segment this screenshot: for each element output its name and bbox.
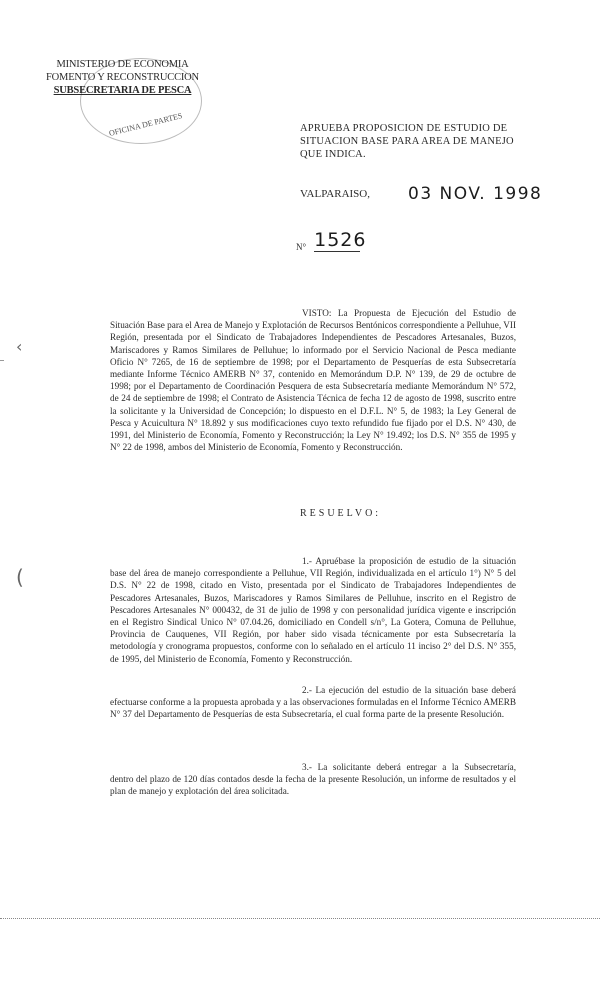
resuelvo-heading: RESUELVO: (300, 508, 382, 519)
visto-text: VISTO: La Propuesta de Ejecución del Estudio de Situación Base para el Area de Manejo y Explotación de Recursos Bentónicos correspondiente a Pelluhue, VII Región, presentada por el Sindicato de Trabajadores Independientes de Pescadores Artesanales, Buzos, Mariscadores y Ramos Similares de Pelluhue; lo informado por el Servicio Nacional de Pesca mediante Oficio N° 7265, de 16 de septiembre de 1998; por el Departamento de Pesquerías de esta Subsecretaría mediante Informe Técnico AMERB N° 37, contenido en Memorándum D.P. N° 139, de 29 de octubre de 1998; por el Departamento de Coordinación Pesquera de esta Subsecretaría mediante Memorándum N° 572, de 24 de septiembre de 1998; el Contrato de Asistencia Técnica de fecha 12 de agosto de 1998, suscrito entre la solicitante y la Universidad de Concepción; lo dispuesto en el D.F.L. N° 5, de 1983; la Ley General de Pesca y Acuicultura N° 18.892 y sus modificaciones cuyo texto refundido fue fijado por el D.S. N° 430, de 1991, del Ministerio de Economía, Fomento y Reconstrucción; la Ley N° 19.492; los D.S. N° 355 de 1995 y N° 22 de 1998, ambos del Ministerio de Economía, Fomento y Reconstrucción. (110, 308, 517, 453)
ministry-name: MINISTERIO DE ECONOMIA (56, 59, 189, 70)
punch-hole-mark-icon: ‹ (16, 337, 23, 356)
document-title: APRUEBA PROPOSICION DE ESTUDIO DE SITUACION BASE PARA AREA DE MANEJO QUE INDICA. (300, 123, 514, 160)
visto-paragraph (110, 307, 516, 453)
letterhead (40, 58, 205, 97)
punch-hole-mark-icon-2: ( (16, 565, 24, 589)
stamp-text: OFICINA DE PARTES (108, 111, 184, 138)
place-date (300, 184, 542, 204)
subsecretaria-name: SUBSECRETARIA DE PESCA (53, 85, 192, 96)
item-3-text: 3.- La solicitante deberá entregar a la Subsecretaría, dentro del plazo de 120 días contados desde la fecha de la presente Resolución, un informe de resultados y el plan de manejo y explotación del área solicitada. (110, 762, 516, 797)
item-2-text: 2.- La ejecución del estudio de la situación base deberá efectuarse conforme a la propuesta aprobada y a las observaciones formuladas en el Informe Técnico AMERB N° 37 del Departamento de Pesquerías de esta Subsecretaría, el cual forma parte de la presente Resolución. (110, 685, 516, 720)
resolution-item-1 (110, 555, 516, 665)
number-value: 1526 (314, 229, 367, 251)
number-prefix: N° (296, 242, 307, 252)
resolution-item-2 (110, 684, 516, 721)
ministry-name-2: FOMENTO Y RECONSTRUCCION (46, 72, 199, 83)
place: VALPARAISO, (300, 188, 370, 200)
item-1-text: 1.- Apruébase la proposición de estudio de la situación base del área de manejo correspondiente a Pelluhue, VII Región, individualizada en el artículo 1°) N° 5 del D.S. N° 22 de 1998, citado en Visto, presentada por el Sindicato de Trabajadores Independientes de Pescadores Artesanales, Buzos, Mariscadores y Ramos Similares de Pelluhue, inscrito en el Registro de Pescadores Artesanales N° 000432, de 31 de julio de 1998 y con personalidad jurídica vigente e inscripción en el Registro Sindical Unico N° 07.04.26, domiciliado en Condell s/n°, La Gotera, Comuna de Pelluhue, Provincia de Cauquenes, VII Región, por haber sido visada técnicamente por esta Subsecretaría la metodología y cronograma propuestos, conforme con lo señalado en el artículo 11 inciso 2° del D.S. N° 355, de 1995, del Ministerio de Economía, Fomento y Reconstrucción. (110, 556, 516, 664)
date-stamp: 03 NOV. 1998 (408, 184, 543, 204)
margin-tick (0, 360, 4, 361)
resolution-number (296, 229, 367, 252)
resolution-item-3 (110, 761, 516, 798)
page-fold-line (0, 918, 600, 919)
